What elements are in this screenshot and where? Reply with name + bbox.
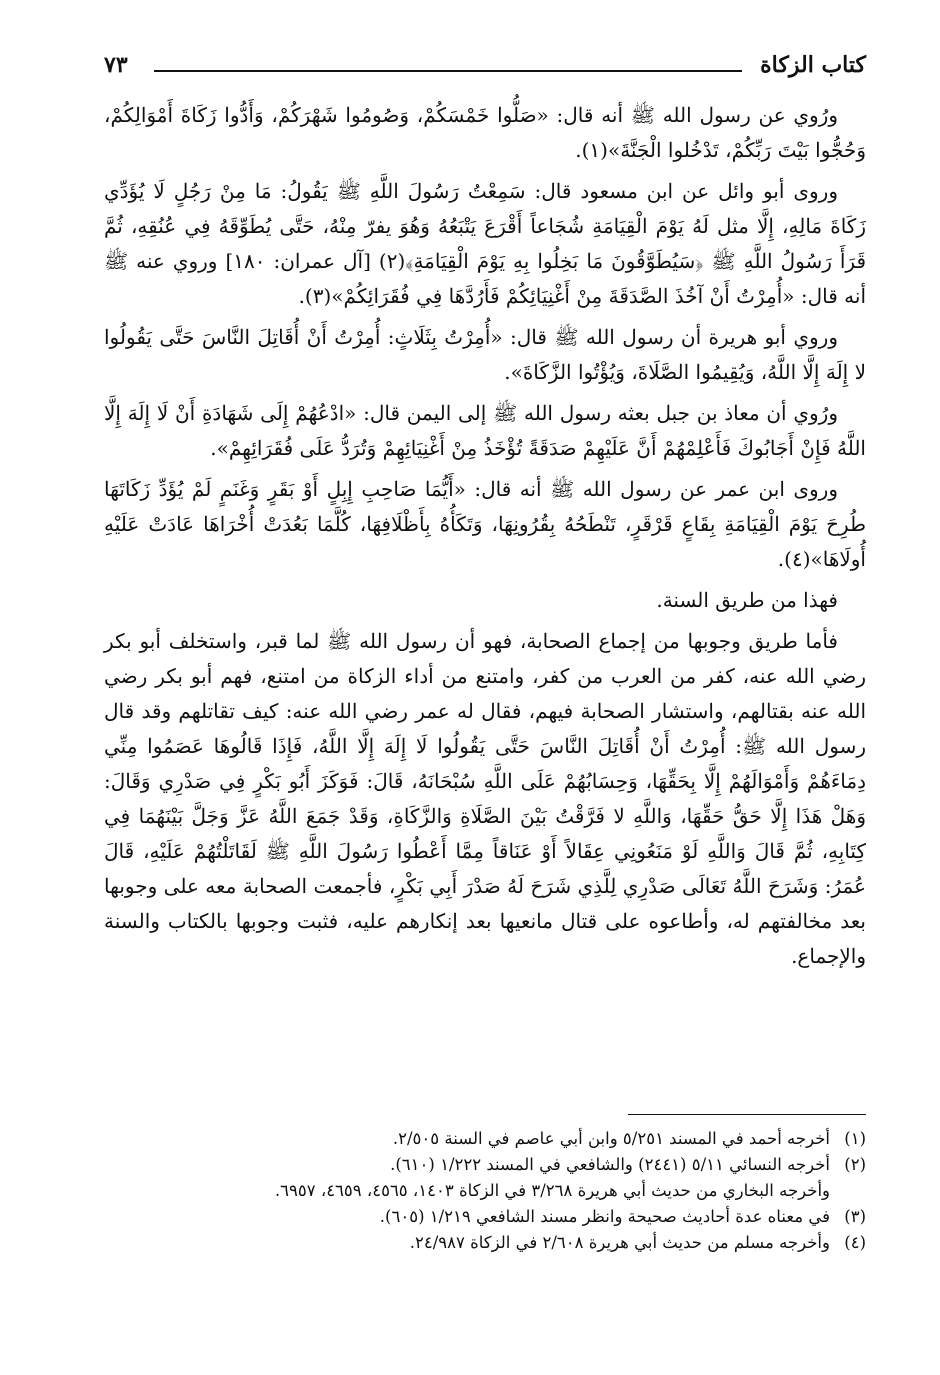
page-header: [104, 44, 866, 92]
footnote-text: أخرجه النسائي ٥/١١ (٢٤٤١) والشافعي في المسند ١/٢٢٢ (٦١٠).: [390, 1155, 830, 1174]
paragraph: وروي أبو هريرة أن رسول الله ﷺ قال: «أُمِرْتُ بِثَلَاثٍ: أُمِرْتُ أَنْ أُقَاتِلَ النَّاسَ حَتَّى يَقُولُوا لا إِلَهَ إِلَّا اللَّهُ، وَيُقِيمُوا الصَّلَاةَ، وَيُؤْتُوا الزَّكَاةَ».: [104, 325, 866, 384]
footnote: [104, 1230, 866, 1256]
footnote: [104, 1178, 866, 1204]
footnote: [104, 1152, 866, 1178]
page-number: ٧٣: [104, 52, 128, 78]
paragraph: وروى أبو وائل عن ابن مسعود قال: سَمِعْتُ رَسُولَ اللَّهِ ﷺ يَقُولُ: مَا مِنْ رَجُلٍ لَا يُؤَدِّي زَكَاةَ مَالِهِ، إِلَّا مثل لَهُ يَوْمَ الْقِيَامَةِ شُجَاعاً أَقْرَعَ يَتْبَعُهُ وَهُوَ يفرّ مِنْهُ، حَتَّى يُطَوِّقَهُ فِي عُنُقِهِ، ثُمَّ قَرَأَ رَسُولُ اللَّهِ ﷺ ﴿سَيُطَوَّقُونَ مَا بَخِلُوا بِهِ يَوْمَ الْقِيَامَةِ﴾(٢) [آل عمران: ١٨٠] وروي عنه ﷺ أنه قال: «أُمِرْتُ أَنْ آخُذَ الصَّدَقَةَ مِنْ أَغْنِيَائِكُمْ فَأَرُدَّهَا فِي فُقَرَائِكُمْ»(٣).: [104, 179, 867, 308]
main-text: [104, 98, 866, 980]
footnote-text: في معناه عدة أحاديث صحيحة وانظر مسند الشافعي ١/٢١٩ (٦٠٥).: [379, 1207, 830, 1226]
chapter-title: كتاب الزكاة: [760, 52, 866, 78]
footnote-text: وأخرجه مسلم من حديث أبي هريرة ٢/٦٠٨ في الزكاة ٢٤/٩٨٧.: [409, 1233, 830, 1252]
footnote-number: (٤): [844, 1233, 866, 1252]
footnote-number: (٣): [844, 1207, 866, 1226]
paragraph: فهذا من طريق السنة.: [656, 588, 838, 612]
footnote-text: وأخرجه البخاري من حديث أبي هريرة ٣/٢٦٨ في الزكاة ١٤٠٣، ٤٥٦٥، ٤٦٥٩، ٦٩٥٧.: [274, 1181, 830, 1200]
paragraph: ورُوي عن رسول الله ﷺ أنه قال: «صَلُّوا خَمْسَكُمْ، وَصُومُوا شَهْرَكُمْ، وَأَدُّوا زَكَاةَ أَمْوَالِكُمْ، وَحُجُّوا بَيْتَ رَبِّكُمْ، تَدْخُلوا الْجَنَّةَ»(١).: [104, 103, 866, 162]
footnote: [104, 1204, 866, 1230]
footnotes: [104, 1126, 866, 1256]
footnote-separator: [628, 1114, 866, 1115]
paragraph: فأما طريق وجوبها من إجماع الصحابة، فهو أن رسول الله ﷺ لما قبر، واستخلف أبو بكر رضي الله عنه، كفر من العرب من كفر، وامتنع من أداء الزكاة من امتنع، فهم أبو بكر رضي الله عنه بقتالهم، واستشار الصحابة فيهم، فقال له عمر رضي الله عنه: كيف تقاتلهم وقد قال رسول الله ﷺ: أُمِرْتُ أَنْ أُقَاتِلَ النَّاسَ حَتَّى يَقُولُوا لَا إِلَهَ إِلَّا اللَّهُ، فَإِذَا قَالُوهَا عَصَمُوا مِنِّي دِمَاءَهُمْ وَأَمْوَالَهُمْ إِلَّا بِحَقِّهَا، وَحِسَابُهُمْ عَلَى اللَّهِ سُبْحَانَهُ، قَالَ: فَوَكَزَ أَبُو بَكْرٍ فِي صَدْرِي وَقَالَ: وَهَلْ هَذَا إِلَّا حَقُّ حَقِّهَا، وَاللَّهِ لا فَرَّقْتُ بَيْنَ الصَّلَاةِ وَالزَّكَاةِ، وَقَدْ جَمَعَ اللَّهُ عَزَّ وَجَلَّ بَيْنَهُمَا فِي كِتَابِهِ، ثُمَّ قَالَ وَاللَّهِ لَوْ مَنَعُونِي عِقَالاً أَوْ عَنَاقاً مِمَّا أَعْطُوا رَسُولَ اللَّهِ ﷺ لَقَاتَلْتُهُمْ عَلَيْهِ، قَالَ عُمَرُ: وَشَرَحَ اللَّهُ تَعَالَى صَدْرِي لِلَّذِي شَرَحَ لَهُ صَدْرَ أَبِي بَكْرٍ، فأجمعت الصحابة معه على وجوبها بعد مخالفتهم له، وأطاعوه على قتال مانعيها بعد إنكارهم عليه، فثبت وجوبها بالكتاب والسنة والإجماع.: [104, 629, 866, 968]
paragraph: وروى ابن عمر عن رسول الله ﷺ أنه قال: «أَيُّمَا صَاحِبِ إِبِلٍ أَوْ بَقَرٍ وَغَنَمٍ لَمْ يُؤَدِّ زَكَاتَهَا طُرِحَ يَوْمَ الْقِيَامَةِ بِقَاعٍ قَرْقَرٍ، تَنْطَحُهُ بِقُرُونِهَا، وَتَكَأُهُ بِأَظْلَافِهَا، كُلَّمَا بَعُدَتْ أُخْرَاهَا عَادَتْ عَلَيْهِ أُولَاهَا»(٤).: [104, 477, 866, 571]
footnote: [104, 1126, 866, 1152]
footnote-number: (٢): [844, 1155, 866, 1174]
footnote-text: أخرجه أحمد في المسند ٥/٢٥١ وابن أبي عاصم في السنة ٢/٥٠٥.: [392, 1129, 830, 1148]
footnote-number: (١): [844, 1129, 866, 1148]
header-rule: [154, 70, 742, 72]
paragraph: ورُوي أن معاذ بن جبل بعثه رسول الله ﷺ إلى اليمن قال: «ادْعُهُمْ إِلَى شَهَادَةِ أَنْ لَا إِلَهَ إِلَّا اللَّهُ فَإِنْ أَجَابُوكَ فَأَعْلِمْهُمْ أَنَّ عَلَيْهِمْ صَدَقَةً تُؤْخَذُ مِنْ أَغْنِيَائِهِمْ وَتُرَدُّ عَلَى فُقَرَائِهِمْ».: [104, 401, 866, 460]
